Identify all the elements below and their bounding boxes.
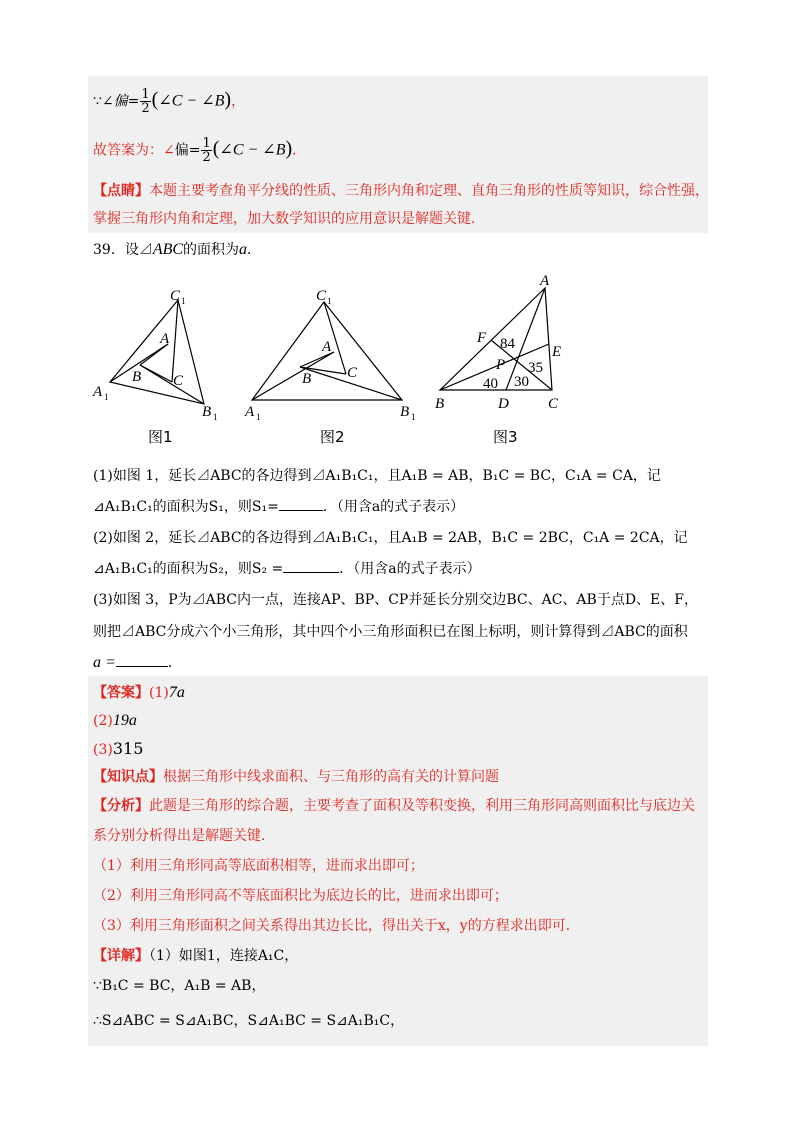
analysis-line-2: 系分别分析得出是解题关键． <box>93 828 275 844</box>
label-p-fig3: P <box>496 357 506 373</box>
label-b1-fig2: B <box>400 404 410 420</box>
label-c1-fig1: C <box>170 288 181 304</box>
blank-a[interactable] <box>116 652 168 667</box>
area-84: 84 <box>500 336 515 352</box>
part2-line2: ⊿A₁B₁C₁的面积为S₂，则S₂ = ．（用含a的式子表示） <box>93 558 481 579</box>
label-c-fig3: C <box>548 396 559 412</box>
line-therefore: ∵∠偏= $\frac{1}{2}$ (∠C − ∠B)， <box>93 87 246 116</box>
svg-text:1: 1 <box>327 296 332 306</box>
step-2: （2）利用三角形同高不等底面积比为底边长的比，进而求出即可； <box>93 888 508 904</box>
figure-1 <box>110 300 204 404</box>
label-a1-fig1: A <box>93 384 103 400</box>
line-answer-statement: 故答案为：∠偏= $\frac{1}{2}$ (∠C − ∠B)． <box>93 136 307 165</box>
label-b-fig3: B <box>435 396 445 412</box>
detail-line-3: ∴S⊿ABC = S⊿A₁BC，S⊿A₁BC = S⊿A₁B₁C， <box>93 1013 405 1029</box>
figure-1-labels <box>92 288 218 422</box>
svg-text:1: 1 <box>181 296 186 306</box>
label-b-fig2: B <box>302 371 312 387</box>
svg-text:1: 1 <box>104 392 109 402</box>
caption-fig2: 图2 <box>320 428 345 446</box>
comment-line-2: 掌握三角形内角和定理，加大数学知识的应用意识是解题关键． <box>93 211 485 227</box>
label-a-fig3: A <box>540 273 550 289</box>
part3-line1: (3)如图 3，P为⊿ABC内一点，连接AP、BP、CP并延长分别交边BC、AC、AB于点D、E、F， <box>93 592 698 608</box>
svg-text:1: 1 <box>411 412 416 422</box>
area-40: 40 <box>483 376 498 392</box>
fraction-half: $\frac{1}{2}$ <box>141 87 150 116</box>
blank-s2[interactable] <box>283 558 339 573</box>
part2-line1: (2)如图 2，延长⊿ABC的各边得到⊿A₁B₁C₁，且A₁B = 2AB，B₁C = 2BC，C₁A = 2CA，记 <box>93 530 688 546</box>
knowledge-line: 【知识点】根据三角形中线求面积、与三角形的高有关的计算问题 <box>93 769 499 785</box>
question-39-title: 39．设⊿ABC的面积为a． <box>93 241 262 258</box>
label-c1-fig2: C <box>316 288 327 304</box>
detail-line-1: 【详解】（1）如图1，连接A₁C， <box>93 948 299 964</box>
label-d-fig3: D <box>498 396 509 412</box>
part1-line2: ⊿A₁B₁C₁的面积为S₁，则S₁= ．（用含a的式子表示） <box>93 496 464 517</box>
area-35: 35 <box>528 360 543 376</box>
label-b1-fig1: B <box>202 404 212 420</box>
label-c-fig1: C <box>173 373 184 389</box>
step-1: （1）利用三角形同高等底面积相等，进而求出即可； <box>93 858 424 874</box>
label-a-fig1: A <box>160 331 170 347</box>
part3-line2: 则把⊿ABC分成六个小三角形，其中四个小三角形面积已在图上标明，则计算得到⊿ABC的面积 <box>93 624 688 640</box>
answer-line-2: (2)19a <box>93 712 137 729</box>
label-c-fig2: C <box>347 365 358 381</box>
step-3: （3）利用三角形面积之间关系得出其边长比，得出关于x，y的方程求出即可． <box>93 918 580 934</box>
blank-s1[interactable] <box>279 496 323 511</box>
caption-fig1: 图1 <box>148 428 173 446</box>
part1-line1: (1)如图 1，延长⊿ABC的各边得到⊿A₁B₁C₁，且A₁B = AB，B₁C = BC，C₁A = CA，记 <box>93 468 661 484</box>
svg-text:1: 1 <box>256 412 261 422</box>
caption-fig3: 图3 <box>493 428 518 446</box>
label-b-fig1: B <box>132 369 142 385</box>
figures-svg <box>0 270 800 470</box>
detail-line-2: ∵B₁C = BC，A₁B = AB， <box>93 978 266 994</box>
part3-line3: a = ． <box>93 654 182 671</box>
label-a-fig2: A <box>322 339 332 355</box>
label-e-fig3: E <box>552 344 562 360</box>
area-30: 30 <box>514 374 529 390</box>
analysis-line-1: 【分析】此题是三角形的综合题，主要考查了面积及等积变换，利用三角形同高则面积比与底边关 <box>93 798 695 814</box>
label-a1-fig2: A <box>245 404 255 420</box>
comment-line-1: 【点睛】本题主要考查角平分线的性质、三角形内角和定理、直角三角形的性质等知识，综合性强， <box>93 183 709 199</box>
label-f-fig3: F <box>477 330 487 346</box>
svg-text:1: 1 <box>213 412 218 422</box>
answer-line-3: (3)315 <box>93 739 144 758</box>
answer-line-1: 【答案】(1)7a <box>93 684 185 701</box>
